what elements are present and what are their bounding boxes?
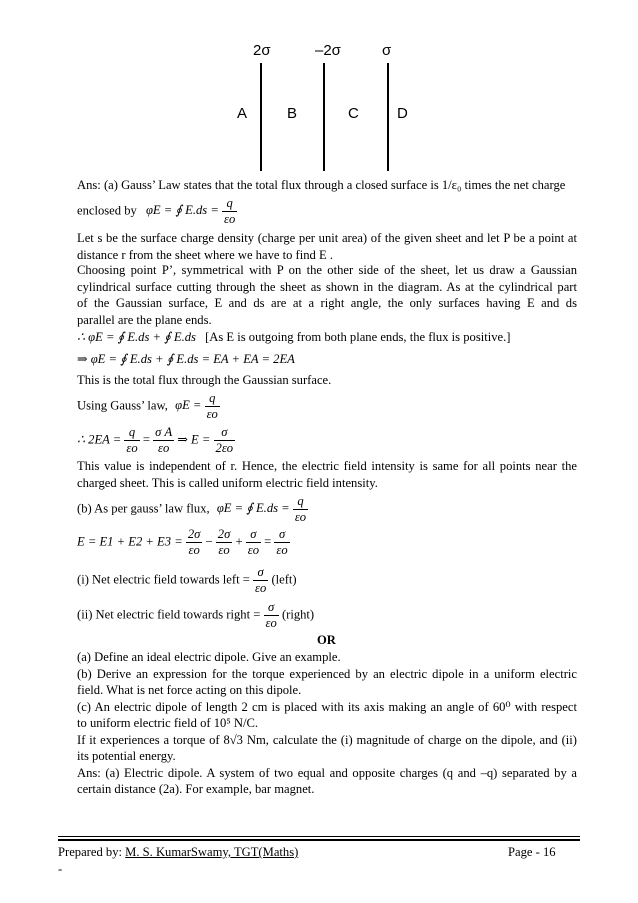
fraction-numerator: q [205,391,220,407]
footer-dash: - [58,862,63,876]
question-part-c-torque: If it experiences a torque of 8√3 Nm, calculate the (i) magnitude of charge on the dipole, and (ii) [77,732,577,747]
equation-operator: − [205,534,213,549]
text-line: charged sheet. This is called uniform electric field intensity. [77,475,378,490]
field-label: (i) Net electric field towards left = [77,572,250,587]
paragraph-surface-charge [77,230,577,263]
fraction-numerator: 2σ [217,527,231,541]
fraction [222,196,237,227]
text-line: Choosing point P’, symmetrical with P on the other side of the sheet, let us draw a Gaussian [77,263,577,277]
fraction-denominator: εo [294,510,307,524]
fraction-numerator: σ [253,565,268,581]
equation-text: ∴ 2EA = [77,432,122,447]
question-part-a: (a) Define an ideal electric dipole. Give an example. [77,650,341,664]
fraction-numerator: σ [214,425,236,441]
fraction-denominator: εo [276,543,288,557]
fraction-denominator: εo [206,407,218,421]
equation-flux-sum [77,330,510,345]
equation-operator: + [235,534,243,549]
text-line: This value is independent of r. Hence, the electric field intensity is same for all points near the [77,459,577,473]
equation-text: E = E1 + E2 + E3 = [77,534,183,549]
equation-text: ⇒ φE = ∮ E.ds + ∮ E.ds = EA + EA = 2EA [77,352,295,366]
region-label-c: C [348,105,359,122]
fraction-denominator: εo [158,441,170,455]
formula-prefix: (b) As per gauss’ law flux, [77,501,210,516]
paragraph-gaussian-surface [77,262,577,328]
fraction-denominator: εo [255,581,267,595]
question-dipole [77,649,577,798]
fraction-denominator: εo [265,616,277,630]
fraction-numerator: σ A [155,425,173,439]
equation-operator: = [264,534,272,549]
footer-divider [58,836,580,837]
text-line: parallel are the plane ends. [77,312,212,327]
or-separator: OR [317,633,336,647]
fraction-denominator: εo [188,543,200,557]
charge-label-sheet-2: –2σ [315,42,341,59]
net-field-right [77,600,314,631]
equation-total-flux [77,352,295,367]
direction-label: (left) [271,572,297,587]
region-label-b: B [287,105,298,122]
fraction-numerator: σ [264,600,279,616]
fraction-numerator: σ [274,527,289,543]
page-number: Page - 16 [508,845,556,859]
gauss-law-statement: Ans: (a) Gauss’ Law states that the total flux through a closed surface is 1/ε₀ times the net charge [77,178,566,192]
fraction-denominator: 2εo [215,441,234,455]
fraction-denominator: εo [126,441,138,455]
charged-sheet-1 [260,63,262,171]
fraction-numerator: q [124,425,139,441]
fraction-numerator: q [222,196,237,212]
fraction-denominator: εo [218,543,230,557]
region-label-d: D [397,105,408,122]
formula-lhs: φE = [175,398,202,413]
fraction [186,527,203,558]
charged-sheet-2 [323,63,325,171]
fraction [153,425,174,456]
question-part-c-cont: to uniform electric field of 10⁵ N/C. [77,716,259,730]
text-line: of the Gaussian surface, E and ds are at a right angle, the only surfaces having E and ds [77,296,577,310]
formula-prefix: Using Gauss’ law, [77,398,168,413]
paragraph-uniform-field [77,458,577,491]
text-line: distance r from the sheet where we have to find E . [77,247,333,262]
answer-dipole-definition: Ans: (a) Electric dipole. A system of two equal and opposite charges (q and –q) separated by a [77,765,577,780]
text-line: cylindrical surface cutting through the sheet as shown in the diagram. As at the cylindrical part [77,279,577,294]
fraction-numerator: q [293,494,308,510]
fraction-numerator: σ [246,527,261,543]
fraction-denominator: εo [247,543,259,557]
fraction [205,391,220,422]
text-line: Let s be the surface charge density (charge per unit area) of the given sheet and let P be a point at [77,231,577,245]
question-part-c: (c) An electric dipole of length 2 cm is placed with its axis making an angle of 60⁰ with respect [77,699,577,714]
footer-prefix: Prepared by: [58,845,126,859]
fraction-numerator: 2σ [187,527,201,541]
fraction [253,565,268,596]
answer-dipole-example: certain distance (2a). For example, bar magnet. [77,782,315,796]
gauss-law-formula [77,196,237,227]
charge-label-sheet-1: 2σ [253,42,271,59]
total-flux-sentence: This is the total flux through the Gaussian surface. [77,373,332,387]
part-b-gauss-flux [77,494,308,525]
formula-lhs: φE = ∮ E.ds = [216,501,290,516]
footer-divider [58,839,580,841]
charge-label-sheet-3: σ [382,42,392,59]
fraction [293,494,308,525]
charged-sheet-3 [387,63,389,171]
fraction [246,527,261,558]
equation-text: ⇒ E = [177,432,211,447]
formula-prefix: enclosed by [77,203,137,218]
equation-field-sheet [77,425,235,456]
footer-prepared-by [58,845,298,860]
formula-lhs: φE = ∮ E.ds = [145,203,219,218]
equation-text: ∴ φE = ∮ E.ds + ∮ E.ds [77,330,196,344]
question-part-c-energy: its potential energy. [77,749,176,763]
field-label: (ii) Net electric field towards right = [77,607,261,622]
footer-author: M. S. KumarSwamy, TGT(Maths) [125,845,299,859]
fraction [124,425,139,456]
net-field-left [77,565,297,596]
question-part-b: (b) Derive an expression for the torque experienced by an electric dipole in a uniform electric [77,666,577,681]
fraction [216,527,233,558]
question-part-b-cont: field. What is net force acting on this dipole. [77,683,302,697]
equation-operator: = [142,432,150,447]
fraction [274,527,289,558]
equation-note: [As E is outgoing from both plane ends, the flux is positive.] [205,330,511,344]
fraction [214,425,236,456]
equation-field-superposition [77,527,290,558]
fraction [264,600,279,631]
region-label-a: A [237,105,248,122]
using-gauss-law [77,391,220,422]
fraction-denominator: εo [223,212,236,226]
direction-label: (right) [281,607,315,622]
